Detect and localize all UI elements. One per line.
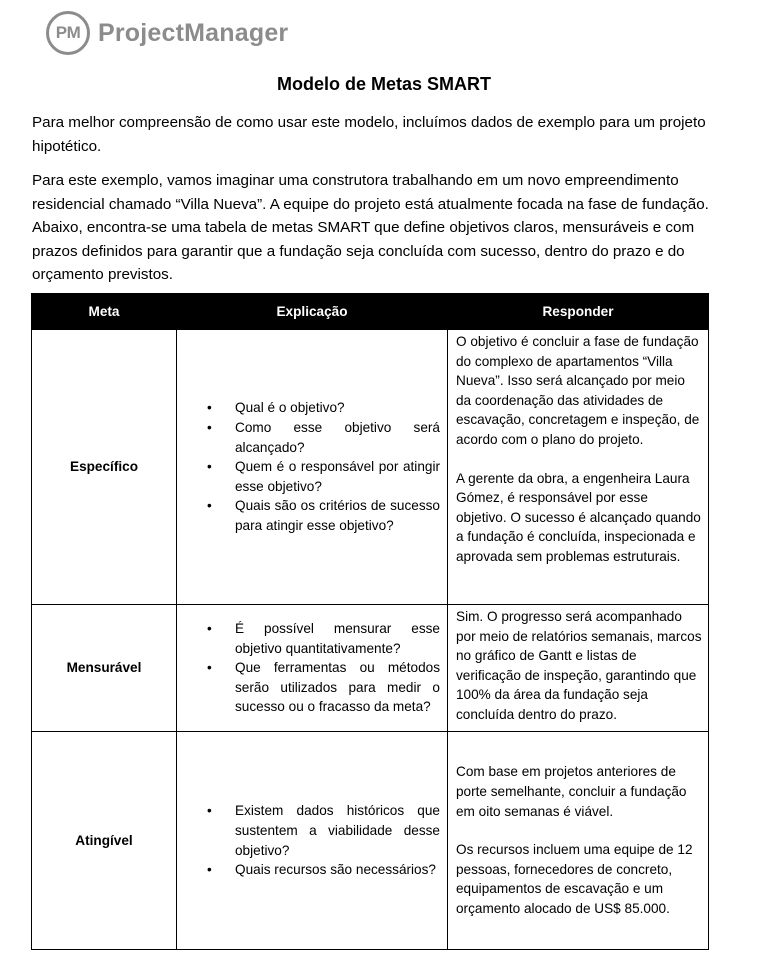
- answer-text: Sim. O progresso será acompanhado por meio de relatórios semanais, marcos no gráfico de Gantt e listas de verificação de inspeção, garantindo que 100% da área da fundação seja concluída dentro do prazo.: [456, 609, 702, 722]
- brand-name: ProjectManager: [98, 18, 289, 47]
- answer-text: Com base em projetos anteriores de porte semelhante, concluir a fundação em oito semanas é viável.: [456, 764, 687, 819]
- list-item: • Quais recursos são necessários?: [207, 860, 440, 880]
- list-item: • É possível mensurar esse objetivo quantitativamente?: [207, 619, 440, 658]
- list-item: • Existem dados históricos que sustentem a viabilidade desse objetivo?: [207, 801, 440, 860]
- bullet-list: [207, 398, 440, 535]
- intro-paragraph: Para melhor compreensão de como usar este modelo, incluímos dados de exemplo para um projeto hipotético.: [32, 114, 706, 155]
- brand-logo: [46, 10, 288, 56]
- header-responder: Responder: [448, 294, 709, 330]
- header-meta: Meta: [32, 294, 177, 330]
- smart-goals-table: [31, 293, 709, 950]
- bullet-list: [207, 619, 440, 717]
- explanation-cell: [177, 732, 448, 950]
- explanation-cell: [177, 330, 448, 605]
- document-title: Modelo de Metas SMART: [276, 74, 491, 94]
- answer-text: A gerente da obra, a engenheira Laura Gómez, é responsável por esse objetivo. O sucesso é alcançado quando a fundação é concluída, inspecionada e aprovada sem problemas estruturais.: [456, 470, 701, 564]
- table-row: [32, 330, 709, 605]
- table-row: [32, 605, 709, 732]
- meta-cell: Mensurável: [32, 605, 177, 732]
- meta-cell: Específico: [32, 330, 177, 605]
- header-explicacao: Explicação: [177, 294, 448, 330]
- list-item: • Como esse objetivo será alcançado?: [207, 418, 440, 457]
- explanation-cell: [177, 605, 448, 732]
- list-item: • Quais são os critérios de sucesso para atingir esse objetivo?: [207, 496, 440, 535]
- example-paragraph: Para este exemplo, vamos imaginar uma construtora trabalhando em um novo empreendimento residencial chamado “Villa Nueva”. A equipe do projeto está atualmente focada na fase de fundação. Abaixo, encontra-se uma tabela de metas SMART que define objetivos claros, mensuráveis e com prazos definidos para garantir que a fundação seja concluída com sucesso, dentro do prazo e do orçamento previstos.: [32, 172, 709, 283]
- bullet-list: [207, 801, 440, 879]
- list-item: • Que ferramentas ou métodos serão utilizados para medir o sucesso ou o fracasso da meta?: [207, 658, 440, 717]
- answer-cell: [448, 605, 709, 732]
- list-item: • Qual é o objetivo?: [207, 398, 440, 418]
- list-item: • Quem é o responsável por atingir esse objetivo?: [207, 457, 440, 496]
- table-header-row: [32, 294, 709, 330]
- answer-text: Os recursos incluem uma equipe de 12 pessoas, fornecedores de concreto, equipamentos de escavação e um orçamento alocado de US$ 85.000.: [456, 842, 693, 916]
- answer-cell: [448, 330, 709, 605]
- pm-logo-icon: PM: [46, 11, 90, 55]
- meta-cell: Atingível: [32, 732, 177, 950]
- answer-text: O objetivo é concluir a fase de fundação do complexo de apartamentos “Villa Nueva”. Isso será alcançado por meio da coordenação das atividades de escavação, concretagem e inspeção, de acordo com o plano do projeto.: [456, 334, 700, 447]
- answer-cell: [448, 732, 709, 950]
- table-row: [32, 732, 709, 950]
